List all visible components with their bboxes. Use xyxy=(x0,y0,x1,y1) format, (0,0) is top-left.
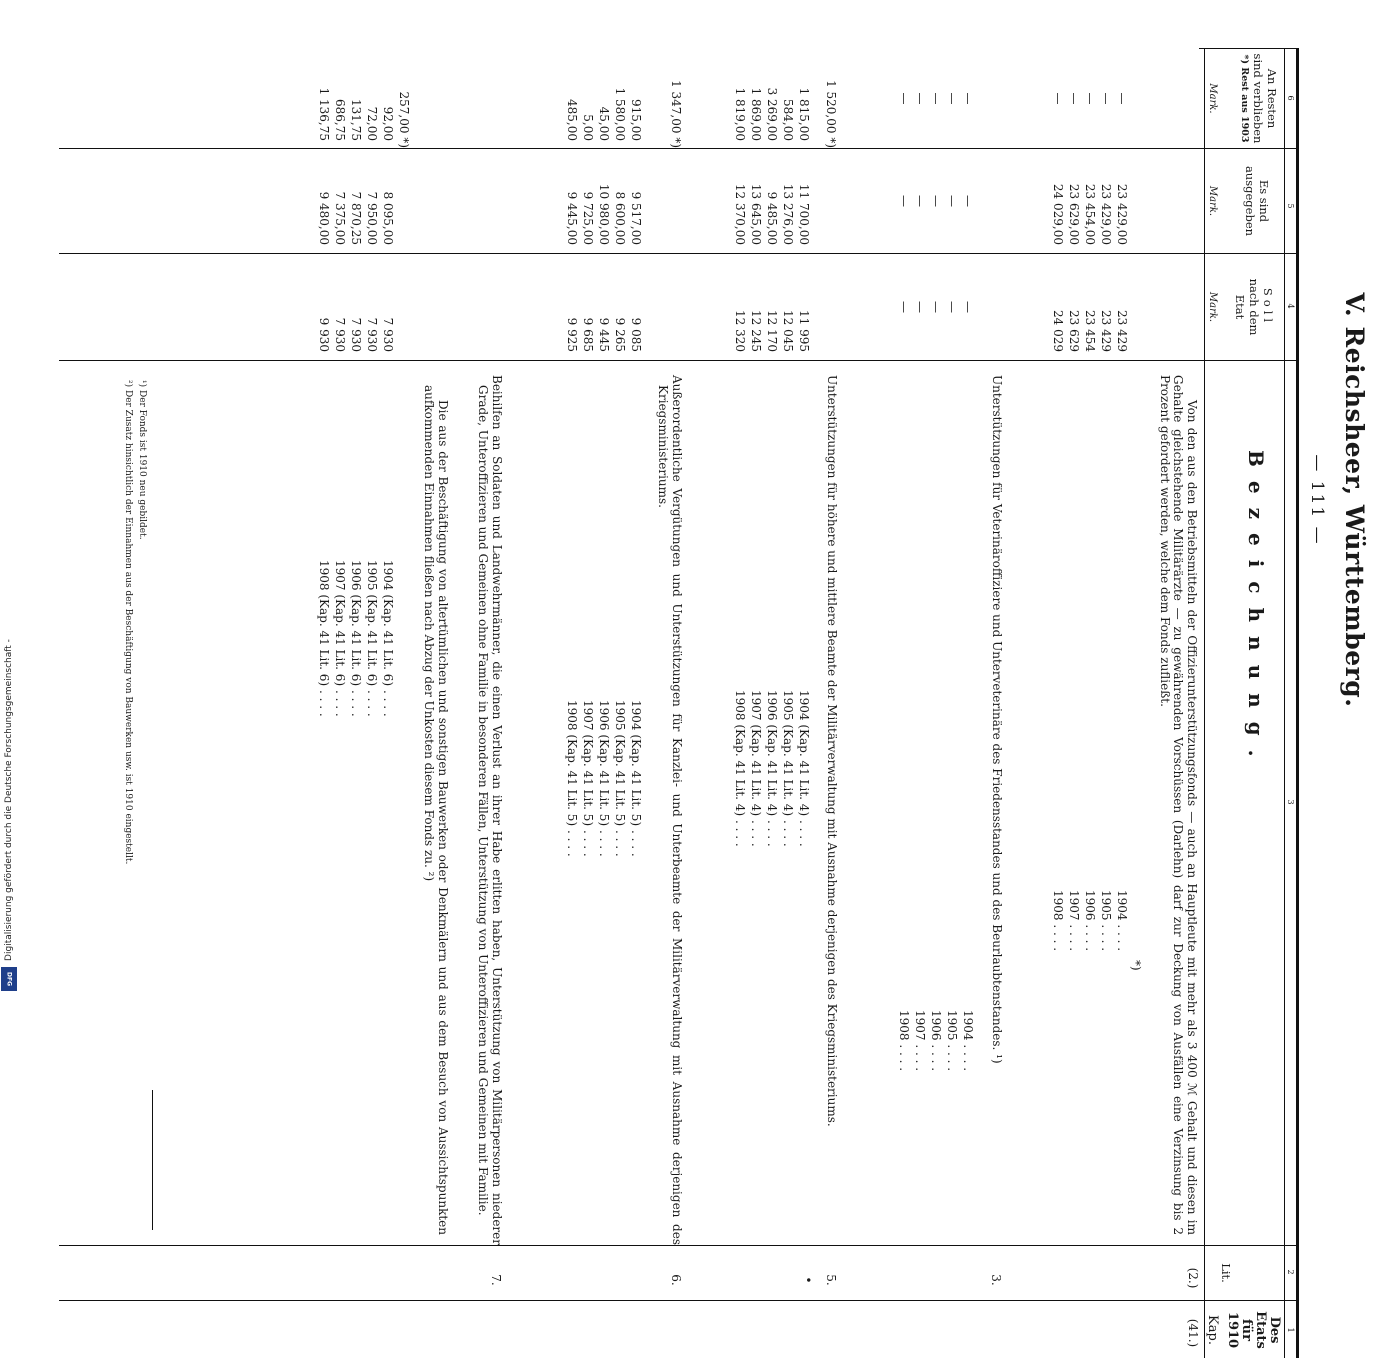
section-row-soll: 9 685 xyxy=(581,317,595,352)
section-row-soll: — xyxy=(897,301,911,313)
intro-row-soll: 24 029 xyxy=(1051,310,1065,352)
section-text: Unterstützungen für Veterinäroffiziere und Unterveterinäre des Friedensstandes und des Beurlaubtenstandes. ¹) xyxy=(990,375,1004,1064)
section-row-rest: 5,00 xyxy=(581,114,595,141)
section-row-label: 1904 . . . . xyxy=(961,1010,975,1072)
col-divider-4 xyxy=(59,1245,1299,1246)
section-row-label: 1905 (Kap. 41 Lit. 6) . . . . xyxy=(365,560,379,717)
section-number: 6. xyxy=(669,1274,683,1286)
table-top-rule xyxy=(1296,48,1299,1358)
section-row-label: 1905 . . . . xyxy=(945,1010,959,1072)
header-col1-line2: für 1910 xyxy=(1225,1311,1254,1349)
section-row-ausg: 11 700,00 xyxy=(797,183,811,245)
section-row-label: 1904 (Kap. 41 Lit. 4) . . . . xyxy=(797,690,811,847)
section-row-label: 1907 (Kap. 41 Lit. 5) . . . . xyxy=(581,700,595,857)
section-row-label: 1906 (Kap. 41 Lit. 4) . . . . xyxy=(765,690,779,847)
intro-row-label: 1904 . . . . xyxy=(1115,890,1129,952)
unit-col4: Mark. xyxy=(1207,291,1218,323)
intro-row-label: 1906 . . . . xyxy=(1083,890,1097,952)
colnum-4: 4 xyxy=(1286,303,1295,309)
section-row-ausg: 12 370,00 xyxy=(733,183,747,245)
section-row-rest: 131,75 xyxy=(349,99,363,141)
header-col6 xyxy=(1237,49,1279,148)
section-row-ausg: 9 485,00 xyxy=(765,191,779,245)
footnote-rule xyxy=(152,1090,153,1230)
footnote-1: ¹) Der Fonds ist 1910 neu gebildet. xyxy=(137,380,147,540)
section-row-rest: 686,75 xyxy=(333,99,347,141)
section-row-rest: 1 580,00 xyxy=(613,87,627,141)
header-col6-line3: *) Rest aus 1903 xyxy=(1239,54,1250,143)
section-row-label: 1904 (Kap. 41 Lit. 6) . . . . xyxy=(381,560,395,717)
colnum-5: 5 xyxy=(1286,203,1295,209)
colnum-6: 6 xyxy=(1286,95,1295,101)
section-row-label: 1907 (Kap. 41 Lit. 4) . . . . xyxy=(749,690,763,847)
page-number: — 111 — xyxy=(1307,454,1327,546)
col-divider-5 xyxy=(59,1300,1299,1301)
header-col4-line2: nach dem xyxy=(1247,278,1261,336)
section-row-rest: 1 819,00 xyxy=(733,87,747,141)
section-row-soll: 7 930 xyxy=(381,317,395,352)
section-row-rest: 584,00 xyxy=(781,99,795,141)
section-rest-carry: 1 347,00 *) xyxy=(669,80,683,148)
header-col3: Bezeichnung. xyxy=(1244,450,1268,771)
section-row-ausg: 13 276,00 xyxy=(781,183,795,245)
section-row-rest: 485,00 xyxy=(565,99,579,141)
intro-row-soll: 23 429 xyxy=(1115,310,1129,352)
header-col1 xyxy=(1205,1302,1281,1358)
section-row-soll: 7 930 xyxy=(349,317,363,352)
col-divider-2 xyxy=(59,253,1299,254)
section-row-rest: 1 869,00 xyxy=(749,87,763,141)
section-row-soll: 7 930 xyxy=(365,317,379,352)
column-number-rule xyxy=(1284,48,1285,1358)
section-number: 7. xyxy=(489,1274,503,1286)
header-col1-line1: Des Etats xyxy=(1253,1311,1282,1349)
section-row-label: 1908 (Kap. 41 Lit. 5) . . . . xyxy=(565,700,579,857)
section-text: Unterstützungen für höhere und mittlere Beamte der Militärverwaltung mit Ausnahme derjenigen des Kriegsministeriums. xyxy=(825,375,839,1127)
section-row-soll: 9 930 xyxy=(317,317,331,352)
header-col5-line2: ausgegeben xyxy=(1243,165,1257,237)
colnum-1: 1 xyxy=(1286,1327,1295,1333)
unit-col6: Mark. xyxy=(1207,83,1218,114)
header-col4 xyxy=(1233,254,1275,360)
section-number: 3. xyxy=(989,1274,1003,1286)
lit-label: (2.) xyxy=(1186,1267,1200,1289)
section-row-label: 1907 (Kap. 41 Lit. 6) . . . . xyxy=(333,560,347,717)
section-row-rest: — xyxy=(897,92,911,105)
page-title: V. Reichsheer, Württemberg. xyxy=(1340,292,1369,708)
section-row-rest: 92,00 xyxy=(381,106,395,141)
section-row-ausg: — xyxy=(913,195,927,207)
intro-row-soll: 23 454 xyxy=(1083,310,1097,352)
section-row-ausg: 9 725,00 xyxy=(581,191,595,245)
section-row-ausg: 7 870,25 xyxy=(349,191,363,245)
header-bottom-rule xyxy=(1204,48,1205,1358)
intro-row-label: 1905 . . . . xyxy=(1099,890,1113,952)
section-row-rest: — xyxy=(913,92,927,105)
dfg-logo: DFG xyxy=(1,967,17,991)
footnote-2: ²) Der Zusatz hinsichtlich der Einnahmen aus der Beschäftigung von Bauwerken usw. ist 1910 eingestellt. xyxy=(123,380,133,865)
intro-row-ausg: 23 629,00 xyxy=(1067,183,1081,245)
section-row-soll: — xyxy=(929,301,943,313)
section-row-ausg: 10 980,00 xyxy=(597,183,611,245)
header-col1-line3: Kap. xyxy=(1205,1315,1220,1345)
header-col5-line1: Es sind xyxy=(1257,179,1271,223)
section-number: 5. xyxy=(824,1274,838,1286)
colnum-2: 2 xyxy=(1286,1269,1295,1275)
unit-col5: Mark. xyxy=(1207,185,1218,217)
kap-label: (41.) xyxy=(1186,1318,1200,1348)
section-row-rest: — xyxy=(945,92,959,105)
intro-row-ausg: 23 429,00 xyxy=(1115,183,1129,245)
section-row-rest: 1 815,00 xyxy=(797,87,811,141)
section-bullet: • xyxy=(801,1276,815,1284)
intro-row-rest: — xyxy=(1099,92,1113,105)
section-row-ausg: — xyxy=(961,195,975,207)
section-row-soll: 12 170 xyxy=(765,310,779,352)
section-row-soll: 12 320 xyxy=(733,310,747,352)
section-row-rest: 915,00 xyxy=(629,99,643,141)
section-row-label: 1906 (Kap. 41 Lit. 5) . . . . xyxy=(597,700,611,857)
header-col6-line1: An Resten xyxy=(1265,68,1279,129)
intro-row-label: 1908 . . . . xyxy=(1051,890,1065,952)
section-row-ausg: 9 517,00 xyxy=(629,191,643,245)
section-row-ausg: 9 445,00 xyxy=(565,191,579,245)
section-row-rest: 1 136,75 xyxy=(317,87,331,141)
section-row-label: 1905 (Kap. 41 Lit. 5) . . . . xyxy=(613,700,627,857)
section-row-rest: — xyxy=(929,92,943,105)
section-row-ausg: 9 480,00 xyxy=(317,191,331,245)
intro-row-rest: — xyxy=(1115,92,1129,105)
section-row-soll: 9 085 xyxy=(629,317,643,352)
section-row-soll: 9 925 xyxy=(565,317,579,352)
section-row-soll: — xyxy=(945,301,959,313)
intro-row-ausg: 23 454,00 xyxy=(1083,183,1097,245)
colnum-3: 3 xyxy=(1286,799,1295,805)
section-row-ausg: — xyxy=(897,195,911,207)
intro-row-ausg: 23 429,00 xyxy=(1099,183,1113,245)
section-row-ausg: 8 095,00 xyxy=(381,191,395,245)
intro-row-rest: — xyxy=(1051,92,1065,105)
section-row-soll: 9 445 xyxy=(597,317,611,352)
section-row-label: 1904 (Kap. 41 Lit. 5) . . . . xyxy=(629,700,643,857)
section-row-ausg: — xyxy=(929,195,943,207)
section-row-label: 1908 (Kap. 41 Lit. 4) . . . . xyxy=(733,690,747,847)
section-row-label: 1905 (Kap. 41 Lit. 4) . . . . xyxy=(781,690,795,847)
section-row-ausg: 13 645,00 xyxy=(749,183,763,245)
section-row-soll: 11 995 xyxy=(797,310,811,352)
section-row-rest: 72,00 xyxy=(365,106,379,141)
digitization-note: Digitalisierung gefördert durch die Deutsche Forschungsgemeinschaft - xyxy=(4,639,14,961)
header-col4-line3: Etat xyxy=(1233,294,1247,320)
header-col6-line2: sind verblieben xyxy=(1251,53,1265,144)
section-row-soll: — xyxy=(961,301,975,313)
section-row-ausg: 7 950,00 xyxy=(365,191,379,245)
section-row-soll: 12 045 xyxy=(781,310,795,352)
col-divider-3 xyxy=(59,360,1299,361)
intro-mark: *) xyxy=(1129,960,1143,971)
header-col4-line1: Soll xyxy=(1261,287,1275,327)
header-col5 xyxy=(1243,149,1271,253)
section-row-rest: 3 269,00 xyxy=(765,87,779,141)
header-col2: Lit. xyxy=(1219,1263,1233,1283)
section-row-label: 1907 . . . . xyxy=(913,1010,927,1072)
section-row-label: 1906 (Kap. 41 Lit. 6) . . . . xyxy=(349,560,363,717)
intro-row-rest: — xyxy=(1083,92,1097,105)
section-rest-carry: 257,00 *) xyxy=(397,91,411,148)
section-row-rest: 45,00 xyxy=(597,106,611,141)
section-rest-carry: 1 520,00 *) xyxy=(824,80,838,148)
section-row-label: 1908 . . . . xyxy=(897,1010,911,1072)
intro-row-ausg: 24 029,00 xyxy=(1051,183,1065,245)
col-divider-1 xyxy=(59,148,1299,149)
intro-row-rest: — xyxy=(1067,92,1081,105)
section-row-rest: — xyxy=(961,92,975,105)
section-row-soll: 9 265 xyxy=(613,317,627,352)
section-row-soll: 12 245 xyxy=(749,310,763,352)
section-text: Beihilfen an Soldaten und Landwehrmänner, die einen Verlust an ihrer Habe erlitten haben, Unterstützung von Militärpersonen niederer Grade, Unteroffizieren und Gemeinen ohne Familie in besonderen Fällen, Unterstützung von Unteroffizieren und Gemeinen mit Familie. xyxy=(476,375,504,1245)
section-row-ausg: 8 600,00 xyxy=(613,191,627,245)
section-text-2: Die aus der Beschäftigung von altertümlichen und sonstigen Bauwerken oder Denkmälern und aus dem Besuch von Aussichtspunkten aufkommenden Einnahmen fließen nach Abzug der Unkosten diesem Fonds zu. ²) xyxy=(422,385,450,1235)
section-row-soll: 7 930 xyxy=(333,317,347,352)
section-text: Außerordentliche Vergütungen und Unterstützungen für Kanzlei- und Unterbeamte der Militärverwaltung mit Ausnahme derjenigen des Kriegsministeriums. xyxy=(656,375,684,1245)
intro-row-label: 1907 . . . . xyxy=(1067,890,1081,952)
section-row-ausg: 7 375,00 xyxy=(333,191,347,245)
intro-row-soll: 23 429 xyxy=(1099,310,1113,352)
section-row-ausg: — xyxy=(945,195,959,207)
section-row-label: 1906 . . . . xyxy=(929,1010,943,1072)
intro-row-soll: 23 629 xyxy=(1067,310,1081,352)
section-row-soll: — xyxy=(913,301,927,313)
section-row-label: 1908 (Kap. 41 Lit. 6) . . . . xyxy=(317,560,331,717)
intro-text: Von den aus den Betriebsmitteln der Offizierunterstützungsfonds — auch an Hauptleute mit mehr als 3 400 ℳ Gehalt und diesen im Gehalte gleichstehende Militärärzte — zu gewährenden Vorschüssen (Darlehn) darf zur Deckung von Ausfällen eine Verzinsung bis 2 Prozent gefordert werden, welche dem Fonds zufließt. xyxy=(1158,375,1199,1235)
